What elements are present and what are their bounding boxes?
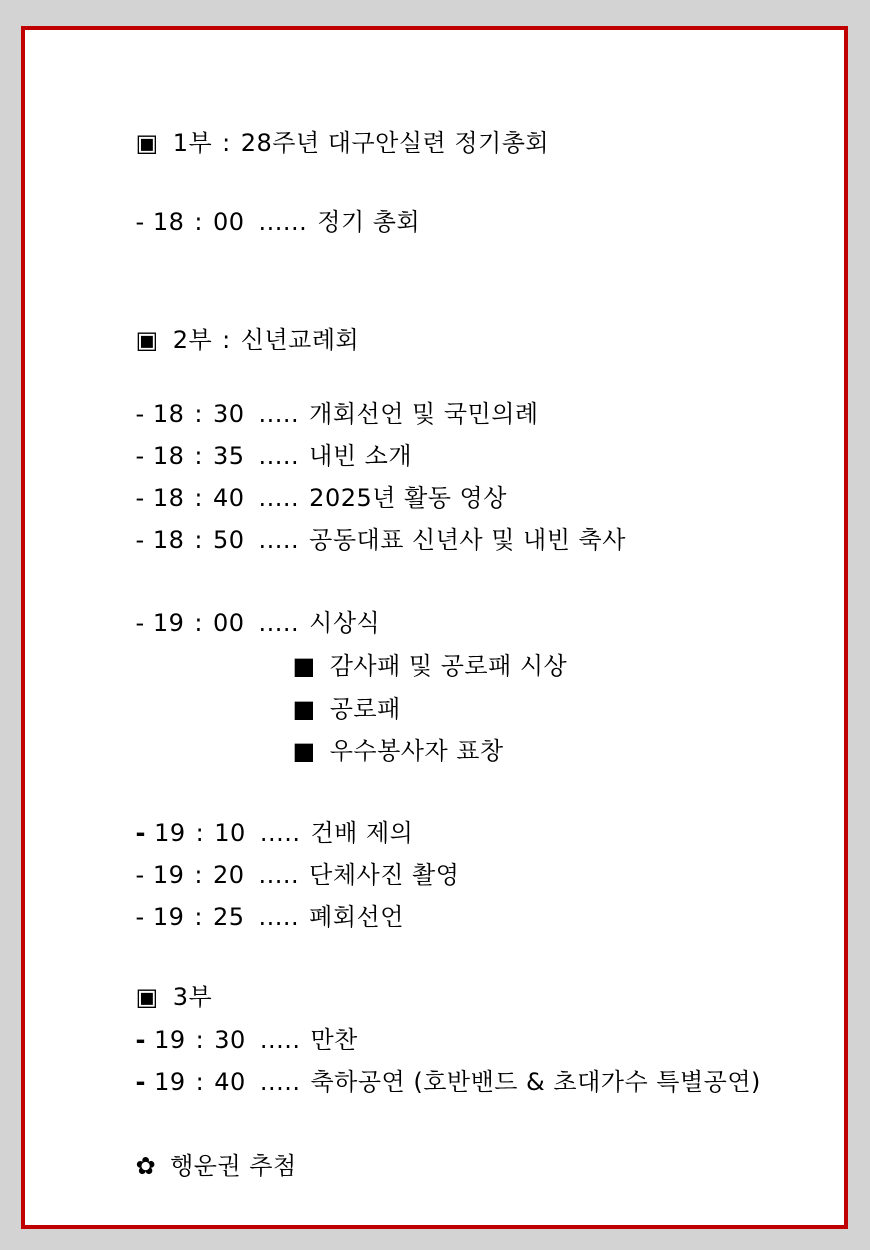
item-hour: 19 (154, 819, 186, 847)
item-dots: ..... (259, 1068, 301, 1096)
item-text: 건배 제의 (310, 819, 414, 847)
item-dash: - (135, 1026, 146, 1054)
item-text: 단체사진 촬영 (309, 861, 460, 889)
item-dash: - (135, 609, 145, 637)
item-dash: - (135, 819, 146, 847)
item-hour: 18 (152, 442, 185, 470)
item-colon: : (194, 442, 203, 470)
item-hour: 19 (152, 609, 185, 637)
schedule-item (103, 872, 404, 962)
item-hour: 18 (152, 526, 185, 554)
item-colon: : (194, 526, 203, 554)
item-minute: 40 (212, 484, 245, 512)
item-hour: 19 (154, 1026, 186, 1054)
item-colon: : (195, 1026, 205, 1054)
item-minute: 30 (212, 400, 245, 428)
item-colon: : (194, 861, 203, 889)
item-text: 만찬 (310, 1026, 358, 1054)
item-minute: 00 (212, 208, 245, 236)
part-label: 1부 (172, 129, 213, 157)
item-text: 내빈 소개 (309, 442, 413, 470)
item-text: 정기 총회 (317, 208, 421, 236)
item-hour: 19 (152, 903, 185, 931)
square-box-icon: ▣ (135, 129, 159, 157)
item-dash: - (135, 400, 145, 428)
item-minute: 00 (212, 609, 245, 637)
item-hour: 19 (152, 861, 185, 889)
award-text: 공로패 (329, 695, 401, 723)
item-minute: 50 (212, 526, 245, 554)
item-minute: 20 (212, 861, 245, 889)
item-minute: 30 (214, 1026, 246, 1054)
program-page (21, 26, 848, 1229)
item-text: 개회선언 및 국민의례 (309, 400, 539, 428)
item-text: 폐회선언 (309, 903, 404, 931)
item-dash: - (135, 442, 145, 470)
item-dots: ..... (258, 861, 300, 889)
item-dots: ...... (258, 208, 308, 236)
item-text: 공동대표 신년사 및 내빈 축사 (309, 526, 626, 554)
item-hour: 18 (152, 400, 185, 428)
item-text: 시상식 (309, 609, 381, 637)
item-colon: : (194, 208, 203, 236)
square-bullet-icon: ■ (292, 695, 316, 723)
item-dots: ..... (258, 400, 300, 428)
part-title: 28주년 대구안실련 정기총회 (240, 129, 550, 157)
item-dash: - (135, 484, 145, 512)
square-box-icon: ▣ (135, 983, 159, 1011)
item-dash: - (135, 903, 145, 931)
item-colon: : (195, 1068, 205, 1096)
item-dots: ..... (258, 442, 300, 470)
square-box-icon: ▣ (135, 326, 159, 354)
part1-heading (103, 98, 549, 188)
item-dash: - (135, 1068, 146, 1096)
item-colon: : (194, 484, 203, 512)
item-minute: 25 (212, 903, 245, 931)
item-dots: ..... (258, 526, 300, 554)
item-dash: - (135, 861, 145, 889)
item-hour: 18 (152, 208, 185, 236)
part-colon: : (222, 129, 231, 157)
item-colon: : (194, 400, 203, 428)
item-colon: : (195, 819, 205, 847)
item-dash: - (135, 208, 145, 236)
item-dots: ..... (259, 819, 301, 847)
item-dots: ..... (258, 484, 300, 512)
item-dots: ..... (258, 903, 300, 931)
item-colon: : (194, 609, 203, 637)
flower-icon: ✿ (135, 1152, 157, 1180)
item-text: 축하공연 (호반밴드 & 초대가수 특별공연) (310, 1068, 761, 1096)
schedule-item (103, 177, 420, 267)
lottery-line (103, 1121, 297, 1211)
item-dots: ..... (258, 609, 300, 637)
part-label: 3부 (172, 983, 213, 1011)
part-colon: : (222, 326, 231, 354)
part-label: 2부 (172, 326, 213, 354)
item-minute: 35 (212, 442, 245, 470)
schedule-item (103, 1037, 761, 1127)
square-bullet-icon: ■ (292, 737, 316, 765)
item-colon: : (194, 903, 203, 931)
schedule-item (103, 495, 626, 585)
item-hour: 19 (154, 1068, 186, 1096)
square-bullet-icon: ■ (292, 652, 316, 680)
award-text: 감사패 및 공로패 시상 (329, 652, 568, 680)
item-dash: - (135, 526, 145, 554)
award-text: 우수봉사자 표창 (329, 737, 504, 765)
part-title: 신년교례회 (240, 326, 360, 354)
item-minute: 40 (214, 1068, 246, 1096)
item-text: 2025년 활동 영상 (309, 484, 507, 512)
lottery-text: 행운권 추첨 (170, 1152, 297, 1180)
item-minute: 10 (214, 819, 246, 847)
award-item (260, 706, 504, 796)
item-hour: 18 (152, 484, 185, 512)
item-dots: ..... (259, 1026, 301, 1054)
